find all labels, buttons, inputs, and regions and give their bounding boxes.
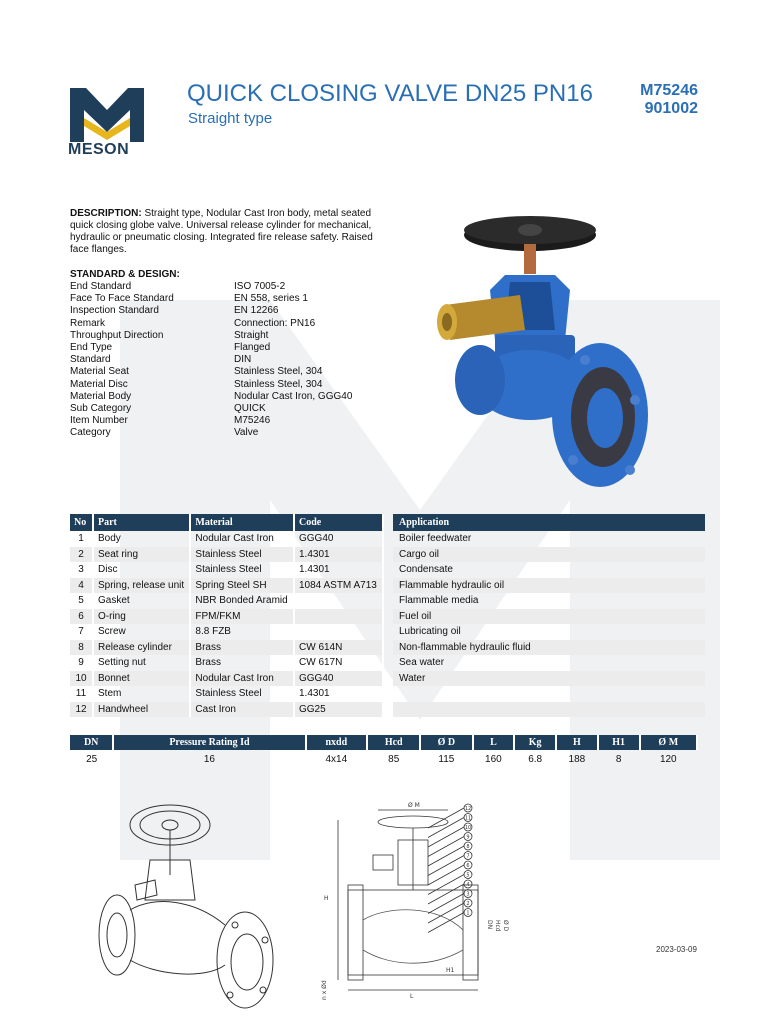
standard-value: QUICK bbox=[234, 403, 266, 415]
parts-row bbox=[70, 624, 383, 640]
dimensions-header-cell: Kg bbox=[514, 735, 556, 750]
parts-cell: 11 bbox=[70, 686, 93, 702]
parts-cell: Stainless Steel bbox=[190, 547, 294, 563]
parts-cell: 1.4301 bbox=[294, 686, 383, 702]
dimensions-value-cell: 120 bbox=[659, 753, 677, 765]
parts-cell: Body bbox=[93, 531, 190, 547]
parts-cell: 1 bbox=[70, 531, 93, 547]
standard-list bbox=[70, 281, 352, 440]
description-label: DESCRIPTION: bbox=[70, 208, 142, 219]
parts-row bbox=[70, 640, 383, 656]
callout-number: 12 bbox=[464, 806, 472, 812]
application-row bbox=[393, 578, 705, 594]
parts-cell: Brass bbox=[190, 640, 294, 656]
parts-cell: 2 bbox=[70, 547, 93, 563]
application-row bbox=[393, 671, 705, 687]
callout-leader bbox=[428, 837, 464, 857]
callout-leader bbox=[428, 894, 464, 914]
parts-header-cell: Part bbox=[93, 514, 190, 531]
callout-number: 3 bbox=[466, 891, 470, 898]
parts-header-cell: Material bbox=[190, 514, 294, 531]
parts-cell: Spring, release unit bbox=[93, 578, 190, 594]
product-code-secondary: 901002 bbox=[644, 100, 698, 117]
parts-cell: 1.4301 bbox=[294, 547, 383, 563]
parts-cell: Screw bbox=[93, 624, 190, 640]
parts-cell: CW 617N bbox=[294, 655, 383, 671]
standard-key: Material Disc bbox=[70, 378, 128, 390]
application-cell: Fuel oil bbox=[393, 609, 705, 625]
parts-cell: 9 bbox=[70, 655, 93, 671]
parts-cell: GG25 bbox=[294, 702, 383, 718]
dimensions-value-cell: 188 bbox=[568, 753, 586, 765]
standard-value: Nodular Cast Iron, GGG40 bbox=[234, 390, 353, 402]
callout-number: 4 bbox=[466, 882, 470, 888]
parts-cell: Spring Steel SH bbox=[190, 578, 294, 594]
standard-heading: STANDARD & DESIGN: bbox=[70, 269, 180, 280]
parts-cell: 1.4301 bbox=[294, 562, 383, 578]
parts-cell: Stem bbox=[93, 686, 190, 702]
standard-row bbox=[70, 379, 352, 391]
callout-number: 8 bbox=[466, 844, 470, 850]
standard-row bbox=[70, 293, 352, 305]
parts-cell: 8.8 FZB bbox=[190, 624, 294, 640]
parts-cell: Gasket bbox=[93, 593, 190, 609]
application-row bbox=[393, 702, 705, 718]
application-cell: Lubricating oil bbox=[399, 626, 461, 638]
standard-key: Material Seat bbox=[70, 366, 129, 378]
description bbox=[70, 208, 390, 256]
parts-cell: Handwheel bbox=[93, 702, 190, 718]
application-row bbox=[393, 593, 705, 609]
standard-value: Flanged bbox=[234, 342, 271, 354]
standard-key: End Standard bbox=[70, 281, 132, 292]
product-code-primary: M75246 bbox=[640, 82, 698, 99]
parts-cell: GGG40 bbox=[294, 671, 383, 687]
dimensions-value-cell: 6.8 bbox=[528, 753, 543, 765]
standard-row bbox=[70, 366, 352, 378]
parts-cell: GGG40 bbox=[294, 531, 383, 547]
callout-leader bbox=[428, 856, 464, 876]
parts-row bbox=[70, 593, 383, 609]
standard-key: Category bbox=[70, 427, 111, 439]
callout-number: 7 bbox=[466, 853, 470, 860]
parts-row bbox=[70, 702, 383, 718]
dimensions-table bbox=[70, 735, 698, 768]
standard-row bbox=[70, 342, 352, 354]
valve-technical-drawing bbox=[318, 800, 508, 1015]
application-row bbox=[393, 686, 705, 702]
standard-key: Inspection Standard bbox=[70, 305, 159, 317]
callout-leader bbox=[428, 808, 464, 828]
parts-cell: Stainless Steel bbox=[190, 686, 294, 702]
parts-cell: 1084 ASTM A713 bbox=[294, 578, 383, 594]
parts-header-cell: No bbox=[70, 514, 93, 531]
standard-key: Sub Category bbox=[70, 403, 132, 415]
application-cell: Flammable media bbox=[399, 595, 479, 607]
standard-value: Connection: PN16 bbox=[234, 317, 316, 329]
parts-row bbox=[70, 562, 383, 578]
callout-leader bbox=[428, 875, 464, 895]
callout-number: 1 bbox=[466, 910, 470, 917]
parts-cell: Cast Iron bbox=[190, 702, 294, 718]
dimensions-header-cell: H1 bbox=[598, 735, 640, 750]
parts-row bbox=[70, 547, 383, 563]
standard-key: Remark bbox=[70, 317, 106, 329]
callout-number: 9 bbox=[466, 834, 470, 841]
application-cell: Water bbox=[393, 671, 705, 687]
application-row bbox=[393, 609, 705, 625]
standard-row bbox=[70, 281, 352, 293]
parts-row bbox=[70, 578, 383, 594]
parts-cell: 7 bbox=[70, 624, 93, 640]
dimensions-value-cell: 4x14 bbox=[325, 753, 348, 765]
page-title: QUICK CLOSING VALVE DN25 PN16 bbox=[187, 80, 593, 107]
application-cell: Flammable hydraulic oil bbox=[393, 578, 705, 594]
application-table bbox=[393, 514, 705, 717]
dimensions-header-cell: Ø D bbox=[420, 735, 472, 750]
dimensions-value-cell: 115 bbox=[438, 753, 455, 765]
parts-cell: 8 bbox=[70, 640, 93, 656]
parts-row bbox=[70, 531, 383, 547]
valve-isometric-drawing bbox=[95, 800, 305, 1015]
parts-cell: Release cylinder bbox=[93, 640, 190, 656]
application-cell: Condensate bbox=[399, 564, 453, 576]
callout-leader bbox=[428, 884, 464, 904]
callout-group bbox=[428, 804, 472, 933]
product-codes bbox=[620, 82, 698, 118]
parts-cell: Stainless Steel bbox=[190, 562, 294, 578]
standard-value: EN 12266 bbox=[234, 305, 279, 317]
dim-label-dn: DN bbox=[486, 920, 493, 930]
application-row bbox=[393, 640, 705, 656]
parts-row bbox=[70, 671, 383, 687]
standard-value: Stainless Steel, 304 bbox=[234, 378, 323, 390]
standard-key: End Type bbox=[70, 342, 113, 354]
standard-row bbox=[70, 415, 352, 427]
callout-leader bbox=[428, 865, 464, 885]
parts-cell: CW 614N bbox=[294, 640, 383, 656]
standard-key: Standard bbox=[70, 354, 111, 366]
parts-cell bbox=[294, 609, 383, 625]
dimensions-header-cell: L bbox=[473, 735, 515, 750]
standard-row bbox=[70, 427, 352, 439]
parts-cell: Nodular Cast Iron bbox=[190, 671, 294, 687]
parts-cell: Brass bbox=[190, 655, 294, 671]
standard-value: M75246 bbox=[234, 415, 271, 427]
parts-cell: 12 bbox=[70, 702, 93, 718]
application-row bbox=[393, 624, 705, 640]
parts-cell: Disc bbox=[93, 562, 190, 578]
parts-cell: Setting nut bbox=[93, 655, 190, 671]
application-row bbox=[393, 547, 705, 563]
application-cell: Cargo oil bbox=[393, 547, 705, 563]
dim-label-hcd: Hcd bbox=[494, 920, 501, 932]
callout-leader bbox=[428, 913, 464, 933]
application-header: Application bbox=[393, 514, 705, 531]
standard-key: Throughput Direction bbox=[70, 329, 164, 341]
dim-label-om: Ø M bbox=[408, 802, 420, 809]
standard-key: Material Body bbox=[70, 390, 132, 402]
standard-key: Face To Face Standard bbox=[70, 293, 174, 305]
callout-number: 11 bbox=[464, 815, 472, 822]
meson-logo-icon bbox=[70, 88, 144, 142]
dimensions-value-cell: 85 bbox=[388, 753, 400, 765]
standard-value: ISO 7005-2 bbox=[234, 281, 286, 292]
application-cell bbox=[393, 686, 705, 702]
dimensions-value-cell: 8 bbox=[615, 753, 622, 765]
parts-row bbox=[70, 655, 383, 671]
application-row bbox=[393, 531, 705, 547]
standard-value: Straight bbox=[234, 329, 269, 341]
standard-value: Valve bbox=[234, 427, 259, 439]
parts-row bbox=[70, 686, 383, 702]
parts-cell: 6 bbox=[70, 609, 93, 625]
dimensions-value-cell: 160 bbox=[485, 753, 502, 765]
application-row bbox=[393, 562, 705, 578]
dim-label-l: L bbox=[410, 993, 414, 1000]
application-cell: Sea water bbox=[399, 657, 445, 669]
dimensions-value-cell: 16 bbox=[203, 753, 215, 765]
dimensions-value-cell: 25 bbox=[86, 753, 98, 765]
standard-row bbox=[70, 354, 352, 366]
standard-value: EN 558, series 1 bbox=[234, 293, 308, 305]
callout-leader bbox=[428, 818, 464, 838]
dimensions-header-cell: H bbox=[556, 735, 598, 750]
parts-cell: 3 bbox=[70, 562, 93, 578]
parts-header-cell: Code bbox=[294, 514, 383, 531]
standard-row bbox=[70, 305, 352, 317]
brand-name: MESON bbox=[68, 141, 130, 158]
page-subtitle: Straight type bbox=[188, 110, 273, 127]
dim-label-h: H bbox=[324, 895, 329, 902]
valve-photo bbox=[425, 210, 665, 500]
parts-cell: Bonnet bbox=[93, 671, 190, 687]
dimensions-header-cell: Ø M bbox=[640, 735, 697, 750]
callout-leader bbox=[428, 827, 464, 847]
standard-row bbox=[70, 403, 352, 415]
parts-table bbox=[70, 514, 384, 717]
parts-cell: Nodular Cast Iron bbox=[190, 531, 294, 547]
callout-leader bbox=[428, 846, 464, 866]
parts-cell bbox=[294, 593, 383, 609]
application-row bbox=[393, 655, 705, 671]
dimensions-header-cell: Pressure Rating Id bbox=[113, 735, 305, 750]
callout-number: 5 bbox=[466, 872, 470, 879]
parts-cell: O-ring bbox=[93, 609, 190, 625]
standard-row bbox=[70, 391, 352, 403]
dimensions-header-cell: Hcd bbox=[367, 735, 420, 750]
parts-row bbox=[70, 609, 383, 625]
application-cell bbox=[393, 702, 705, 718]
dimensions-header-cell: nxdd bbox=[306, 735, 368, 750]
parts-cell: 5 bbox=[70, 593, 93, 609]
standard-value: Stainless Steel, 304 bbox=[234, 366, 323, 378]
application-cell: Non-flammable hydraulic fluid bbox=[393, 640, 705, 656]
description-text: Straight type, Nodular Cast Iron body, metal seated quick closing globe valve. Universal release cylinder for mechanical, hydraulic or pneumatic closing. Integrated fire release safety. Raised face flanges. bbox=[70, 208, 373, 255]
standard-row bbox=[70, 318, 352, 330]
parts-cell: 4 bbox=[70, 578, 93, 594]
callout-number: 6 bbox=[466, 863, 470, 869]
standard-row bbox=[70, 330, 352, 342]
dimensions-header-cell: DN bbox=[70, 735, 113, 750]
standard-value: DIN bbox=[234, 354, 252, 366]
callout-number: 2 bbox=[466, 901, 470, 907]
document-date: 2023-03-09 bbox=[656, 945, 697, 954]
standard-key: Item Number bbox=[70, 415, 128, 427]
dim-label-h1: H1 bbox=[446, 967, 455, 974]
parts-cell: NBR Bonded Aramid bbox=[190, 593, 294, 609]
dim-label-nxdd: n x Ød bbox=[321, 980, 328, 1000]
parts-cell bbox=[294, 624, 383, 640]
parts-cell: FPM/FKM bbox=[190, 609, 294, 625]
callout-number: 10 bbox=[464, 825, 472, 831]
parts-cell: Seat ring bbox=[93, 547, 190, 563]
parts-cell: 10 bbox=[70, 671, 93, 687]
application-cell: Boiler feedwater bbox=[399, 533, 472, 545]
dim-label-od: Ø D bbox=[502, 920, 509, 932]
